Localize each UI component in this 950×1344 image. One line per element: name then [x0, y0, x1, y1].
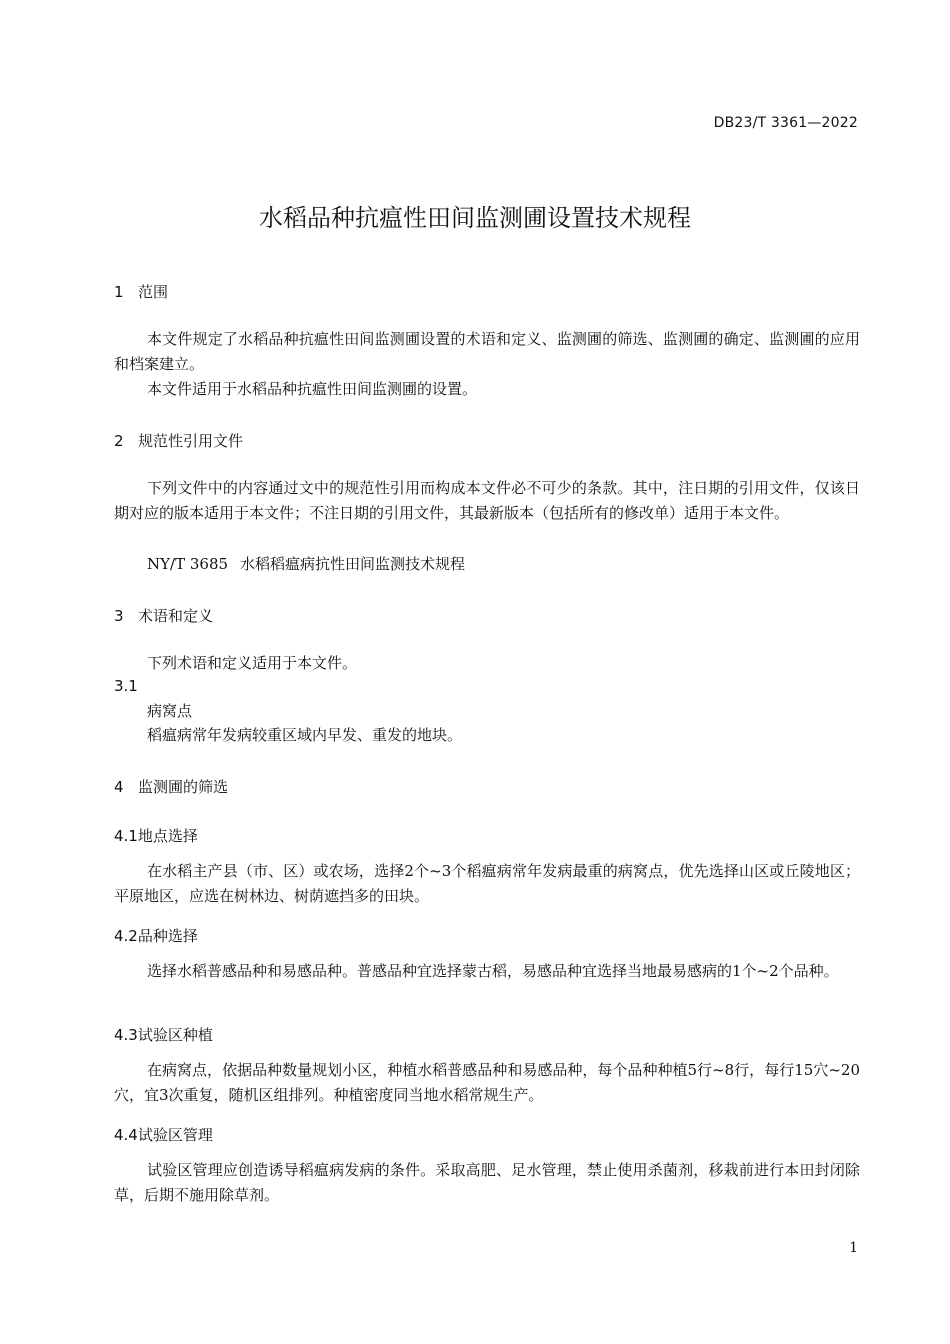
section-2-paragraph-1: 下列文件中的内容通过文中的规范性引用而构成本文件必不可少的条款。其中，注日期的引用文件，仅该日期对应的版本适用于本文件；不注日期的引用文件，其最新版本（包括所有的修改单）适用于本文件。 [114, 479, 860, 522]
subsection-4-2-text: 选择水稻普感品种和易感品种。普感品种宜选择蒙古稻，易感品种宜选择当地最易感病的1个~2个品种。 [147, 962, 839, 980]
term-name: 病窝点 [147, 702, 193, 720]
section-title: 范围 [138, 283, 169, 301]
reference-title: 水稻稻瘟病抗性田间监测技术规程 [240, 555, 466, 573]
subsection-number: 4.1 [114, 827, 138, 845]
section-1-paragraph-1: 本文件规定了水稻品种抗瘟性田间监测圃设置的术语和定义、监测圃的筛选、监测圃的确定、监测圃的应用和档案建立。 [114, 330, 860, 373]
section-4-heading [114, 776, 228, 797]
section-number: 2 [114, 432, 124, 450]
subsection-title: 品种选择 [137, 927, 198, 945]
section-title: 规范性引用文件 [138, 432, 244, 450]
document-title: 水稻品种抗瘟性田间监测圃设置技术规程 [259, 204, 691, 232]
term-definition: 稻瘟病常年发病较重区域内早发、重发的地块。 [147, 726, 463, 744]
subsection-number: 4.3 [114, 1026, 138, 1044]
section-title: 监测圃的筛选 [138, 778, 229, 796]
subsection-4-4-text: 试验区管理应创造诱导稻瘟病发病的条件。采取高肥、足水管理，禁止使用杀菌剂，移栽前进行本田封闭除草，后期不施用除草剂。 [114, 1161, 860, 1204]
term-number: 3.1 [114, 677, 138, 695]
subsection-4-1-text: 在水稻主产县（市、区）或农场，选择2个~3个稻瘟病常年发病最重的病窝点，优先选择山区或丘陵地区；平原地区，应选在树林边、树荫遮挡多的田块。 [114, 862, 860, 905]
section-1-paragraph-2: 本文件适用于水稻品种抗瘟性田间监测圃的设置。 [147, 380, 478, 398]
section-3-paragraph-1: 下列术语和定义适用于本文件。 [147, 654, 358, 672]
section-number: 4 [114, 778, 124, 796]
subsection-4-1-heading [114, 825, 198, 846]
subsection-number: 4.4 [114, 1126, 138, 1144]
subsection-title: 试验区种植 [137, 1026, 213, 1044]
document-code: DB23/T 3361—2022 [713, 115, 858, 131]
section-title: 术语和定义 [138, 607, 214, 625]
page-number: 1 [849, 1240, 858, 1256]
subsection-4-3-heading [114, 1024, 213, 1045]
section-number: 3 [114, 607, 124, 625]
section-3-heading [114, 605, 213, 626]
subsection-title: 地点选择 [137, 827, 198, 845]
normative-reference [147, 553, 465, 574]
subsection-4-2-heading [114, 925, 198, 946]
subsection-4-4-heading [114, 1124, 213, 1145]
reference-code: NY/T 3685 [147, 555, 229, 573]
section-1-heading [114, 281, 168, 302]
subsection-title: 试验区管理 [137, 1126, 213, 1144]
subsection-4-3-text: 在病窝点，依据品种数量规划小区，种植水稻普感品种和易感品种，每个品种种植5行~8行，每行15穴~20穴，宜3次重复，随机区组排列。种植密度同当地水稻常规生产。 [114, 1061, 860, 1104]
section-number: 1 [114, 283, 124, 301]
subsection-number: 4.2 [114, 927, 138, 945]
section-2-heading [114, 430, 243, 451]
